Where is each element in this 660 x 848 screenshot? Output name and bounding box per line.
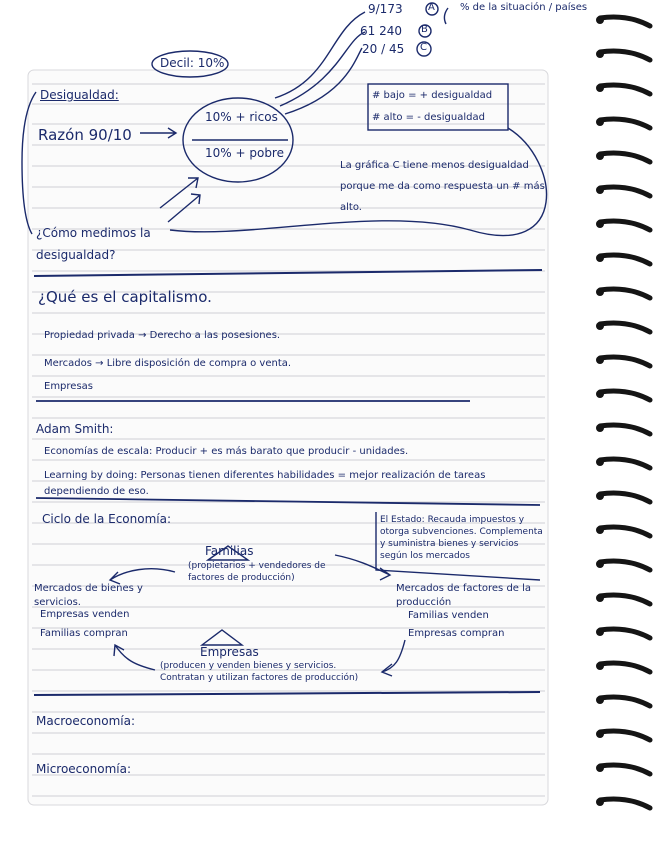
box-line-1: # bajo = + desigualdad [372, 90, 493, 101]
desigualdad-title: Desigualdad: [40, 88, 119, 102]
estado-note: El Estado: Recauda impuestos y otorga subvenciones. Complementa y suministra bienes y servicios según los mercados [380, 515, 543, 561]
score-letter-a: A [428, 2, 435, 13]
mercados-bienes: Mercados de bienes y servicios. [34, 583, 143, 608]
mf-item-1: Familias venden [408, 610, 489, 621]
score-2: 61 240 [360, 24, 402, 38]
capitalismo-item-1: Propiedad privada → Derecho a las posesiones. [44, 330, 281, 341]
adam-item-1: Economías de escala: Producir + es más barato que producir - unidades. [44, 446, 409, 457]
adam-item-2: Learning by doing: Personas tienen diferentes habilidades = mejor realización de tareas dependiendo de eso. [44, 470, 486, 497]
familias-label: Familias [205, 544, 254, 558]
mf-item-2: Empresas compran [408, 628, 505, 639]
oval-top-label: 10% + ricos [205, 110, 278, 124]
empresas-label: Empresas [200, 645, 259, 659]
familias-note: (propietarios + vendedores de factores de producción) [188, 561, 326, 583]
razon-label: Razón 90/10 [38, 126, 132, 144]
macro-label: Macroeconomía: [36, 714, 136, 728]
micro-label: Microeconomía: [36, 762, 131, 776]
score-1: 9/173 [368, 2, 403, 16]
mercados-factores: Mercados de factores de la producción [396, 583, 532, 608]
oval-bottom-label: 10% + pobre [205, 146, 284, 160]
ciclo-title: Ciclo de la Economía: [42, 512, 172, 526]
score-3: 20 / 45 [362, 42, 405, 56]
capitalismo-title: ¿Qué es el capitalismo. [38, 288, 212, 306]
decil-label: Decil: 10% [160, 56, 225, 70]
score-letter-b: B [421, 24, 428, 35]
adam-title: Adam Smith: [36, 422, 114, 436]
capitalismo-item-2: Mercados → Libre disposición de compra o venta. [44, 358, 292, 369]
spiral-binding [600, 17, 650, 808]
question-label: ¿Cómo medimos la desigualdad? [36, 226, 151, 262]
score-letter-c: C [420, 42, 427, 53]
spiral-holes [596, 16, 604, 806]
mb-item-1: Empresas venden [40, 609, 130, 620]
mb-item-2: Familias compran [40, 628, 128, 639]
grafica-note: La gráfica C tiene menos desigualdad porque me da como respuesta un # más alto. [340, 160, 545, 213]
capitalismo-item-3: Empresas [44, 381, 93, 392]
top-note: % de la situación / países [460, 2, 588, 13]
empresas-note: (producen y venden bienes y servicios. Contratan y utilizan factores de producción) [160, 661, 359, 683]
box-line-2: # alto = - desigualdad [372, 112, 485, 123]
